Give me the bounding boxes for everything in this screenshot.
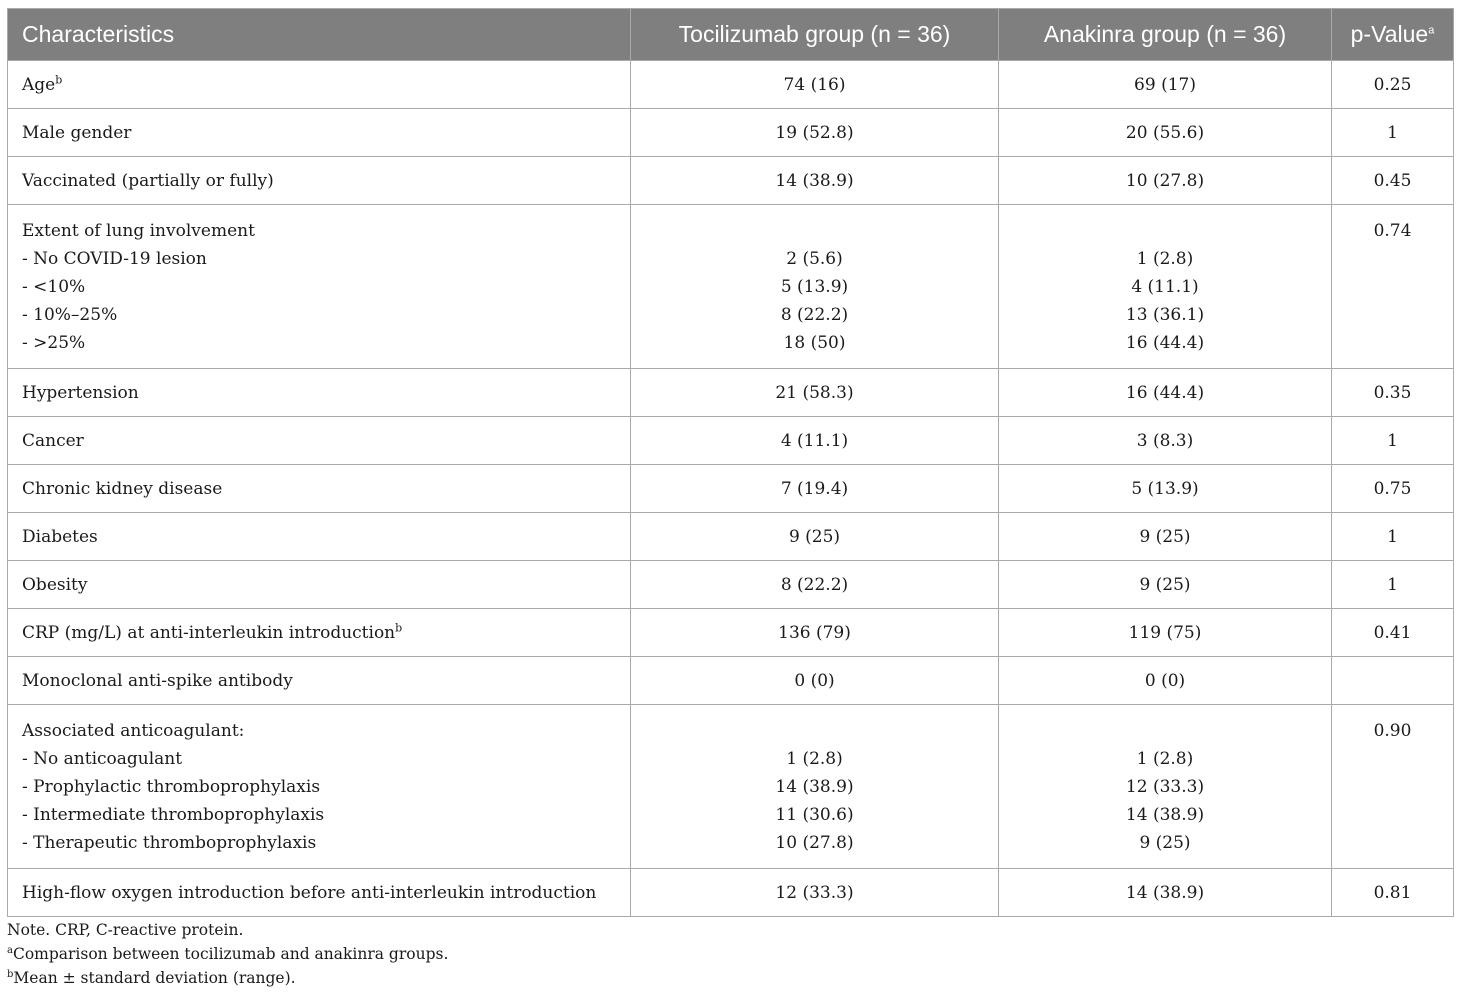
cell-pvalue [1332,561,1454,609]
cell-pvalue [1332,869,1454,917]
pvalue-text: 0.75 [1373,479,1412,499]
table-notes [7,918,448,990]
cell-characteristic [8,609,631,657]
cell-anakinra [999,609,1332,657]
cell-pvalue [1332,369,1454,417]
cell-characteristic [8,705,631,869]
row-label-sup: b [55,73,63,87]
anakinra-value: 9 (25) [1139,527,1191,547]
cell-anakinra [999,369,1332,417]
note-b-sup: b [7,968,14,980]
cell-tocilizumab [631,657,999,705]
sub-row-tocilizumab: 10 (27.8) [775,833,854,853]
anakinra-value: 14 (38.9) [1125,883,1205,903]
header-pvalue-label: p-Value [1350,21,1429,47]
sub-row-anakinra: 1 (2.8) [1136,249,1194,269]
table-row [8,561,1454,609]
cell-anakinra [999,109,1332,157]
row-label: High-flow oxygen introduction before anti-interleukin introduction [22,883,597,903]
sub-row-label: - 10%–25% [22,305,118,325]
spacer [645,717,984,745]
anakinra-value: 69 (17) [1134,75,1196,95]
header-characteristics: Characteristics [8,9,631,61]
tocilizumab-value: 14 (38.9) [775,171,854,191]
tocilizumab-value: 136 (79) [778,623,851,643]
sub-row-label: - >25% [22,333,86,353]
cell-anakinra [999,205,1332,369]
note-b-text: Mean ± standard deviation (range). [13,969,296,987]
tocilizumab-value: 8 (22.2) [780,575,849,595]
pvalue-text: 1 [1387,527,1398,547]
cell-anakinra [999,869,1332,917]
cell-pvalue [1332,513,1454,561]
table-row [8,369,1454,417]
sub-row-anakinra: 9 (25) [1139,833,1191,853]
table-header-row [8,9,1454,61]
cell-characteristic [8,109,631,157]
cell-characteristic [8,561,631,609]
note-a [7,942,448,966]
tocilizumab-value: 74 (16) [783,75,846,95]
table-row [8,609,1454,657]
pvalue-text: 0.45 [1373,171,1412,191]
row-label: CRP (mg/L) at anti-interleukin introduction [22,623,396,643]
pvalue-text: 1 [1387,123,1398,143]
note-a-sup: a [7,944,13,956]
tocilizumab-value: 12 (33.3) [775,883,854,903]
anakinra-value: 9 (25) [1139,575,1191,595]
cell-anakinra [999,705,1332,869]
cell-tocilizumab [631,705,999,869]
tocilizumab-value: 9 (25) [788,527,841,547]
table-row [8,109,1454,157]
sub-row-anakinra: 13 (36.1) [1125,305,1205,325]
sub-row-tocilizumab: 2 (5.6) [786,249,843,269]
cell-tocilizumab [631,869,999,917]
pvalue-text: 0.25 [1373,75,1412,95]
table-row [8,705,1454,869]
cell-pvalue [1332,61,1454,109]
table-row [8,465,1454,513]
cell-characteristic [8,465,631,513]
note-a-text: Comparison between tocilizumab and anakinra groups. [12,945,449,963]
sub-row-anakinra: 1 (2.8) [1136,749,1194,769]
cell-anakinra [999,61,1332,109]
sub-row-anakinra: 16 (44.4) [1125,333,1205,353]
tocilizumab-value: 19 (52.8) [775,123,854,143]
cell-tocilizumab [631,157,999,205]
characteristics-table [7,8,1454,917]
sub-row-tocilizumab: 8 (22.2) [780,305,849,325]
cell-anakinra [999,561,1332,609]
cell-characteristic [8,417,631,465]
anakinra-value: 20 (55.6) [1125,123,1205,143]
cell-anakinra [999,465,1332,513]
cell-pvalue [1332,609,1454,657]
header-pvalue-sup: a [1428,24,1435,37]
table-row [8,513,1454,561]
sub-row-tocilizumab: 5 (13.9) [780,277,849,297]
anakinra-value: 5 (13.9) [1131,479,1199,499]
cell-tocilizumab [631,561,999,609]
sub-row-tocilizumab: 11 (30.6) [775,805,854,825]
table-row [8,205,1454,369]
sub-row-anakinra: 4 (11.1) [1131,277,1199,297]
cell-anakinra [999,157,1332,205]
pvalue-text: 1 [1387,575,1398,595]
sub-row-tocilizumab: 1 (2.8) [786,749,843,769]
tocilizumab-value: 21 (58.3) [775,383,854,403]
cell-pvalue [1332,205,1454,369]
cell-tocilizumab [631,465,999,513]
cell-characteristic [8,657,631,705]
spacer [1013,217,1317,245]
sub-row-anakinra: 12 (33.3) [1125,777,1205,797]
cell-anakinra [999,417,1332,465]
cell-tocilizumab [631,205,999,369]
sub-row-label: - Therapeutic thromboprophylaxis [22,833,317,853]
table-row [8,417,1454,465]
row-label: Age [22,75,56,95]
table-row [8,657,1454,705]
row-label: Monoclonal anti-spike antibody [22,671,293,691]
pvalue-text: 0.74 [1373,221,1412,241]
note-abbreviation: Note. CRP, C-reactive protein. [7,921,244,939]
row-label: Vaccinated (partially or fully) [22,171,274,191]
sub-row-label: - No COVID-19 lesion [22,249,207,269]
row-label: Chronic kidney disease [22,479,223,499]
tocilizumab-value: 4 (11.1) [780,431,849,451]
anakinra-value: 0 (0) [1144,671,1186,691]
row-label: Diabetes [22,527,98,547]
sub-row-label: - No anticoagulant [22,749,183,769]
sub-row-label: - <10% [22,277,86,297]
anakinra-value: 16 (44.4) [1125,383,1205,403]
anakinra-value: 119 (75) [1128,623,1202,643]
pvalue-text: 1 [1387,431,1398,451]
table-row [8,869,1454,917]
row-label-sup: b [395,621,403,635]
cell-characteristic [8,869,631,917]
cell-tocilizumab [631,417,999,465]
table-body [8,61,1454,917]
sub-row-tocilizumab: 18 (50) [783,333,846,353]
cell-characteristic [8,157,631,205]
row-label: Associated anticoagulant: [22,721,245,741]
row-label: Cancer [22,431,84,451]
row-label: Hypertension [22,383,139,403]
sub-row-tocilizumab: 14 (38.9) [775,777,854,797]
cell-pvalue [1332,417,1454,465]
spacer [645,217,984,245]
row-label: Male gender [22,123,132,143]
note-b [7,966,448,990]
cell-tocilizumab [631,109,999,157]
sub-row-anakinra: 14 (38.9) [1125,805,1205,825]
sub-row-label: - Intermediate thromboprophylaxis [22,805,325,825]
cell-anakinra [999,513,1332,561]
spacer [1013,717,1317,745]
row-label: Obesity [22,575,88,595]
pvalue-text: 0.81 [1373,883,1412,903]
pvalue-text: 0.35 [1373,383,1412,403]
cell-characteristic [8,205,631,369]
anakinra-value: 10 (27.8) [1125,171,1205,191]
header-tocilizumab: Tocilizumab group (n = 36) [631,9,999,61]
cell-pvalue [1332,157,1454,205]
cell-anakinra [999,657,1332,705]
cell-characteristic [8,369,631,417]
tocilizumab-value: 0 (0) [794,671,835,691]
cell-characteristic [8,61,631,109]
cell-pvalue [1332,705,1454,869]
cell-pvalue [1332,465,1454,513]
table-row [8,157,1454,205]
cell-pvalue [1332,109,1454,157]
header-anakinra: Anakinra group (n = 36) [999,9,1332,61]
cell-pvalue [1332,657,1454,705]
cell-tocilizumab [631,369,999,417]
cell-tocilizumab [631,609,999,657]
header-pvalue [1332,9,1454,61]
pvalue-text: 0.41 [1373,623,1412,643]
anakinra-value: 3 (8.3) [1136,431,1194,451]
pvalue-text: 0.90 [1373,721,1412,741]
cell-tocilizumab [631,513,999,561]
cell-characteristic [8,513,631,561]
cell-tocilizumab [631,61,999,109]
table-row [8,61,1454,109]
row-label: Extent of lung involvement [22,221,255,241]
sub-row-label: - Prophylactic thromboprophylaxis [22,777,321,797]
tocilizumab-value: 7 (19.4) [780,479,849,499]
